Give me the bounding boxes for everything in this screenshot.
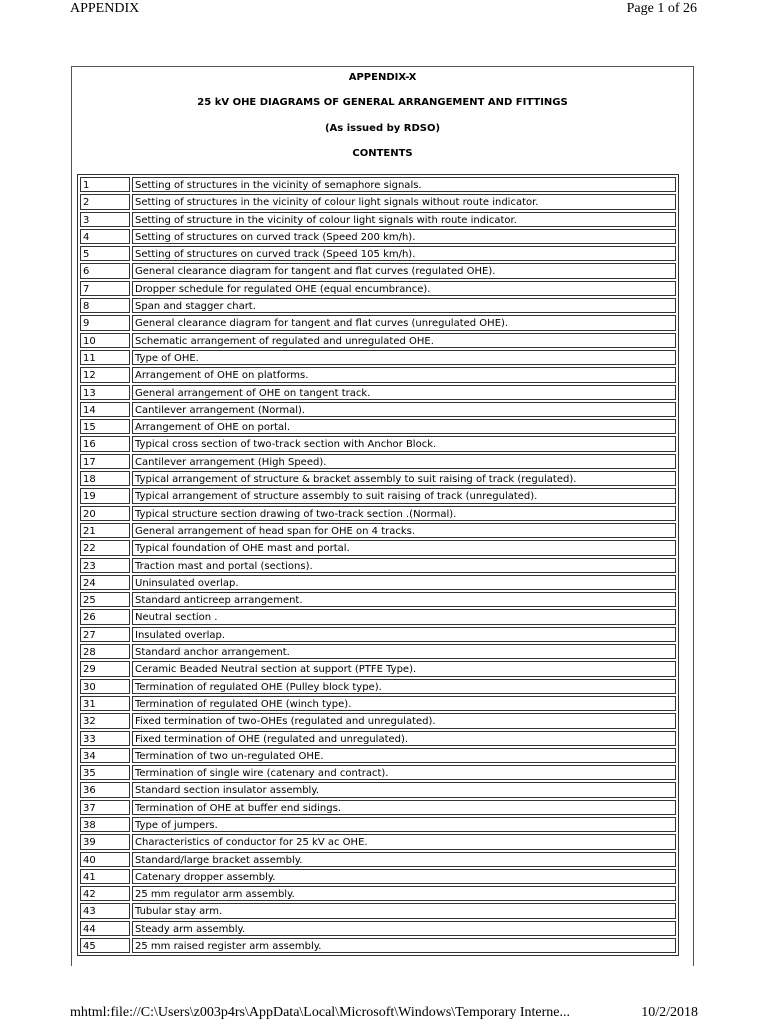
item-title: Termination of single wire (catenary and contract). — [132, 765, 676, 780]
table-row — [79, 539, 677, 556]
item-title: General clearance diagram for tangent and flat curves (unregulated OHE). — [132, 315, 676, 330]
table-row — [79, 902, 677, 919]
item-title: Steady arm assembly. — [132, 921, 676, 936]
item-number: 1 — [80, 177, 130, 192]
item-title: Standard anchor arrangement. — [132, 644, 676, 659]
item-number: 32 — [80, 713, 130, 728]
item-title: Fixed termination of OHE (regulated and unregulated). — [132, 731, 676, 746]
table-row — [79, 764, 677, 781]
table-row — [79, 937, 677, 954]
item-title: Standard/large bracket assembly. — [132, 852, 676, 867]
table-row — [79, 314, 677, 331]
header-title: APPENDIX — [70, 1, 140, 16]
item-number: 17 — [80, 454, 130, 469]
item-number: 9 — [80, 315, 130, 330]
table-row — [79, 176, 677, 193]
table-row — [79, 781, 677, 798]
table-row — [79, 608, 677, 625]
item-title: Setting of structure in the vicinity of colour light signals with route indicator. — [132, 212, 676, 227]
item-title: Standard section insulator assembly. — [132, 782, 676, 797]
item-title: Typical arrangement of structure & bracket assembly to suit raising of track (regulated). — [132, 471, 676, 486]
item-number: 40 — [80, 852, 130, 867]
table-row — [79, 574, 677, 591]
item-title: Termination of two un-regulated OHE. — [132, 748, 676, 763]
item-number: 4 — [80, 229, 130, 244]
item-number: 8 — [80, 298, 130, 313]
item-title: General clearance diagram for tangent and flat curves (regulated OHE). — [132, 263, 676, 278]
item-title: Setting of structures on curved track (Speed 105 km/h). — [132, 246, 676, 261]
appendix-heading: APPENDIX-X — [348, 72, 417, 83]
item-title: Dropper schedule for regulated OHE (equal encumbrance). — [132, 281, 676, 296]
item-title: General arrangement of OHE on tangent track. — [132, 385, 676, 400]
item-title: Setting of structures in the vicinity of colour light signals without route indicator. — [132, 194, 676, 209]
item-number: 45 — [80, 938, 130, 953]
table-row — [79, 591, 677, 608]
header-page-number: Page 1 of 26 — [626, 1, 697, 16]
table-row — [79, 678, 677, 695]
contents-heading: CONTENTS — [352, 148, 413, 159]
item-number: 3 — [80, 212, 130, 227]
item-title: Uninsulated overlap. — [132, 575, 676, 590]
table-row — [79, 211, 677, 228]
item-number: 43 — [80, 903, 130, 918]
table-row — [79, 366, 677, 383]
table-row — [79, 245, 677, 262]
item-title: Characteristics of conductor for 25 kV ac OHE. — [132, 834, 676, 849]
table-row — [79, 418, 677, 435]
item-number: 7 — [80, 281, 130, 296]
table-row — [79, 505, 677, 522]
document-title: 25 kV OHE DIAGRAMS OF GENERAL ARRANGEMENT AND FITTINGS — [197, 97, 568, 108]
table-row — [79, 487, 677, 504]
item-number: 23 — [80, 558, 130, 573]
table-row — [79, 660, 677, 677]
table-row — [79, 349, 677, 366]
item-title: Typical cross section of two-track section with Anchor Block. — [132, 436, 676, 451]
table-row — [79, 401, 677, 418]
document-subtitle: (As issued by RDSO) — [324, 123, 441, 134]
item-number: 5 — [80, 246, 130, 261]
table-row — [79, 643, 677, 660]
table-row — [79, 626, 677, 643]
item-number: 28 — [80, 644, 130, 659]
table-row — [79, 885, 677, 902]
item-title: Typical arrangement of structure assembly to suit raising of track (unregulated). — [132, 488, 676, 503]
item-number: 12 — [80, 367, 130, 382]
table-row — [79, 747, 677, 764]
item-title: Standard anticreep arrangement. — [132, 592, 676, 607]
table-row — [79, 851, 677, 868]
item-title: Arrangement of OHE on platforms. — [132, 367, 676, 382]
item-number: 14 — [80, 402, 130, 417]
item-number: 18 — [80, 471, 130, 486]
item-number: 38 — [80, 817, 130, 832]
item-title: Typical foundation of OHE mast and portal. — [132, 540, 676, 555]
item-title: Fixed termination of two-OHEs (regulated and unregulated). — [132, 713, 676, 728]
item-number: 22 — [80, 540, 130, 555]
item-title: Typical structure section drawing of two-track section .(Normal). — [132, 506, 676, 521]
item-number: 44 — [80, 921, 130, 936]
item-title: Setting of structures in the vicinity of semaphore signals. — [132, 177, 676, 192]
item-title: Schematic arrangement of regulated and unregulated OHE. — [132, 333, 676, 348]
table-row — [79, 920, 677, 937]
item-number: 13 — [80, 385, 130, 400]
item-number: 20 — [80, 506, 130, 521]
table-row — [79, 833, 677, 850]
table-row — [79, 297, 677, 314]
table-row — [79, 868, 677, 885]
item-title: Traction mast and portal (sections). — [132, 558, 676, 573]
item-number: 34 — [80, 748, 130, 763]
item-number: 33 — [80, 731, 130, 746]
table-row — [79, 557, 677, 574]
item-number: 39 — [80, 834, 130, 849]
item-number: 15 — [80, 419, 130, 434]
table-row — [79, 262, 677, 279]
item-number: 31 — [80, 696, 130, 711]
item-number: 27 — [80, 627, 130, 642]
item-title: Cantilever arrangement (Normal). — [132, 402, 676, 417]
item-number: 35 — [80, 765, 130, 780]
item-title: 25 mm regulator arm assembly. — [132, 886, 676, 901]
item-title: Type of jumpers. — [132, 817, 676, 832]
item-number: 16 — [80, 436, 130, 451]
item-number: 19 — [80, 488, 130, 503]
item-number: 37 — [80, 800, 130, 815]
item-title: Catenary dropper assembly. — [132, 869, 676, 884]
table-row — [79, 453, 677, 470]
contents-table — [77, 174, 679, 956]
item-number: 2 — [80, 194, 130, 209]
item-title: Arrangement of OHE on portal. — [132, 419, 676, 434]
table-row — [79, 695, 677, 712]
table-row — [79, 730, 677, 747]
footer-date: 10/2/2018 — [641, 1005, 698, 1020]
item-number: 41 — [80, 869, 130, 884]
table-row — [79, 280, 677, 297]
item-number: 25 — [80, 592, 130, 607]
table-row — [79, 816, 677, 833]
table-row — [79, 799, 677, 816]
item-number: 30 — [80, 679, 130, 694]
item-number: 10 — [80, 333, 130, 348]
item-title: Termination of regulated OHE (winch type). — [132, 696, 676, 711]
item-number: 42 — [80, 886, 130, 901]
table-row — [79, 470, 677, 487]
footer-url: mhtml:file://C:\Users\z003p4rs\AppData\Local\Microsoft\Windows\Temporary Interne... — [70, 1005, 571, 1020]
table-row — [79, 384, 677, 401]
item-title: Span and stagger chart. — [132, 298, 676, 313]
item-number: 26 — [80, 609, 130, 624]
table-row — [79, 522, 677, 539]
item-title: Type of OHE. — [132, 350, 676, 365]
item-number: 6 — [80, 263, 130, 278]
item-title: Termination of regulated OHE (Pulley block type). — [132, 679, 676, 694]
item-title: Tubular stay arm. — [132, 903, 676, 918]
table-row — [79, 193, 677, 210]
item-title: Setting of structures on curved track (Speed 200 km/h). — [132, 229, 676, 244]
table-row — [79, 712, 677, 729]
item-title: Termination of OHE at buffer end sidings. — [132, 800, 676, 815]
item-title: General arrangement of head span for OHE on 4 tracks. — [132, 523, 676, 538]
table-row — [79, 228, 677, 245]
item-number: 29 — [80, 661, 130, 676]
document-frame — [71, 66, 694, 966]
item-title: Ceramic Beaded Neutral section at support (PTFE Type). — [132, 661, 676, 676]
page-footer — [0, 1005, 768, 1024]
table-row — [79, 435, 677, 452]
item-number: 21 — [80, 523, 130, 538]
item-number: 36 — [80, 782, 130, 797]
item-title: Neutral section . — [132, 609, 676, 624]
item-title: Insulated overlap. — [132, 627, 676, 642]
item-number: 24 — [80, 575, 130, 590]
item-title: 25 mm raised register arm assembly. — [132, 938, 676, 953]
page-header — [0, 0, 768, 20]
table-row — [79, 332, 677, 349]
item-title: Cantilever arrangement (High Speed). — [132, 454, 676, 469]
item-number: 11 — [80, 350, 130, 365]
